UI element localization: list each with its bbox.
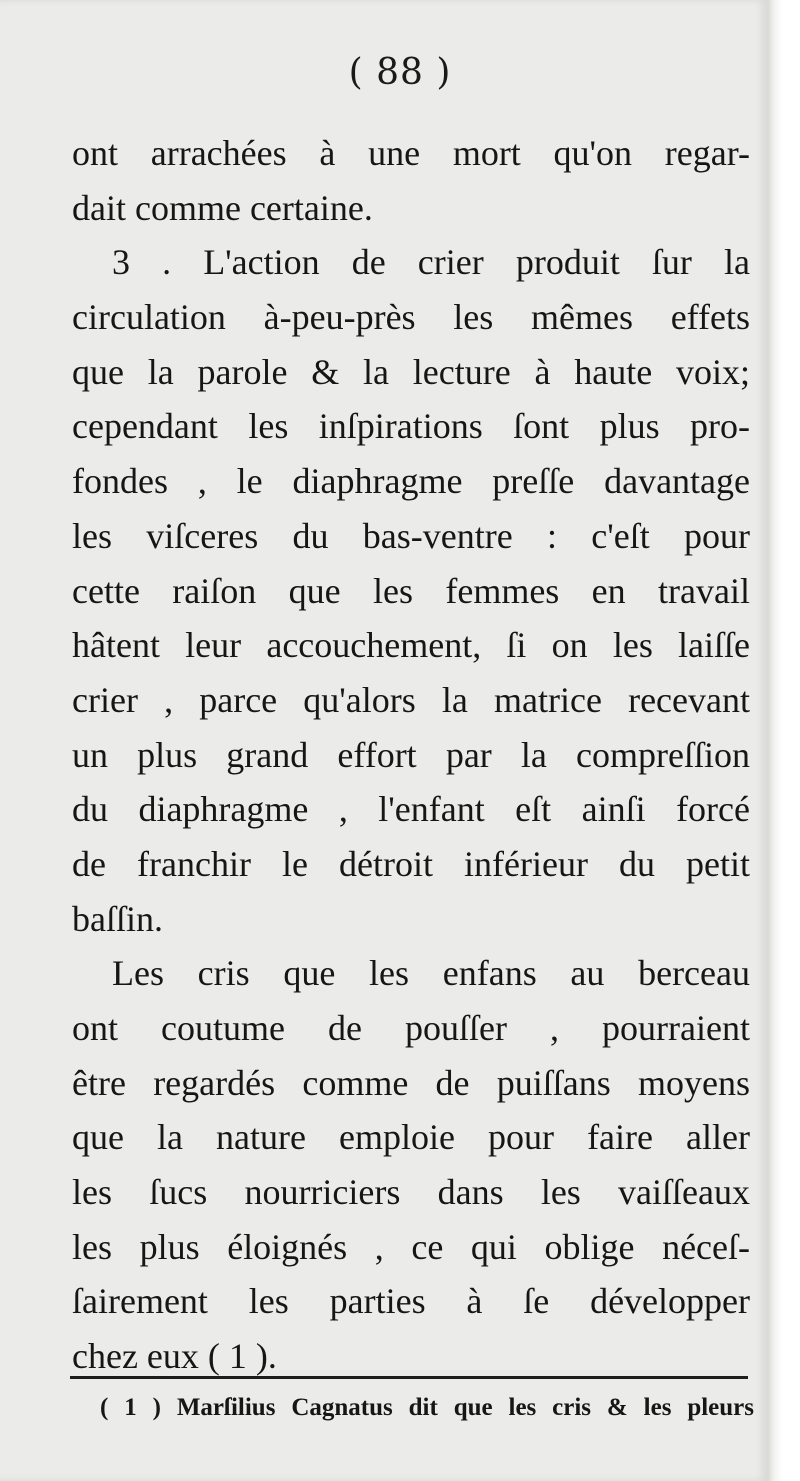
text-line: baſſin. <box>72 898 163 939</box>
text-line: que la nature emploie pour faire aller <box>72 1117 750 1158</box>
text-line: que la parole & la lecture à haute voix; <box>72 351 750 392</box>
text-line: ont arrachées à une mort qu'on regar- <box>72 133 750 173</box>
text-line: hâtent leur accouchement, ſi on les laiſſe <box>72 625 750 666</box>
text-line: les ſucs nourriciers dans les vaiſſeaux <box>72 1172 750 1213</box>
text-line: un plus grand effort par la compreſſion <box>72 734 750 775</box>
footnote: ( 1 ) Marſilius Cagnatus dit que les cris & les pleurs <box>100 1394 754 1421</box>
text-line: cette raiſon que les femmes en travail <box>72 570 750 611</box>
body-text <box>72 126 750 1384</box>
paragraph-start-line: Les cris que les enfans au berceau <box>112 953 750 994</box>
page-number: ( 88 ) <box>348 52 452 93</box>
text-line: circulation à-peu-près les mêmes effets <box>72 297 750 338</box>
page-edge <box>768 0 800 1481</box>
footnote-divider <box>70 1376 748 1379</box>
text-line: crier , parce qu'alors la matrice recevant <box>72 679 750 720</box>
text-line: chez eux ( 1 ). <box>72 1336 277 1377</box>
text-line: cependant les inſpirations ſont plus pro- <box>72 406 750 447</box>
text-line: les plus éloignés , ce qui oblige néceſ- <box>72 1226 750 1267</box>
paragraph-start-line: 3 . L'action de crier produit ſur la <box>112 242 750 283</box>
text-line: ſairement les parties à ſe développer <box>72 1281 750 1322</box>
text-line: fondes , le diaphragme preſſe davantage <box>72 461 750 502</box>
text-line: ont coutume de pouſſer , pourraient <box>72 1008 750 1048</box>
text-line: être regardés comme de puiſſans moyens <box>72 1062 750 1103</box>
text-line: de franchir le détroit inférieur du petit <box>72 843 750 884</box>
text-line: dait comme certaine. <box>72 187 373 228</box>
text-line: du diaphragme , l'enfant eſt ainſi forcé <box>72 789 750 830</box>
text-line: les viſceres du bas-ventre : c'eſt pour <box>72 515 750 556</box>
